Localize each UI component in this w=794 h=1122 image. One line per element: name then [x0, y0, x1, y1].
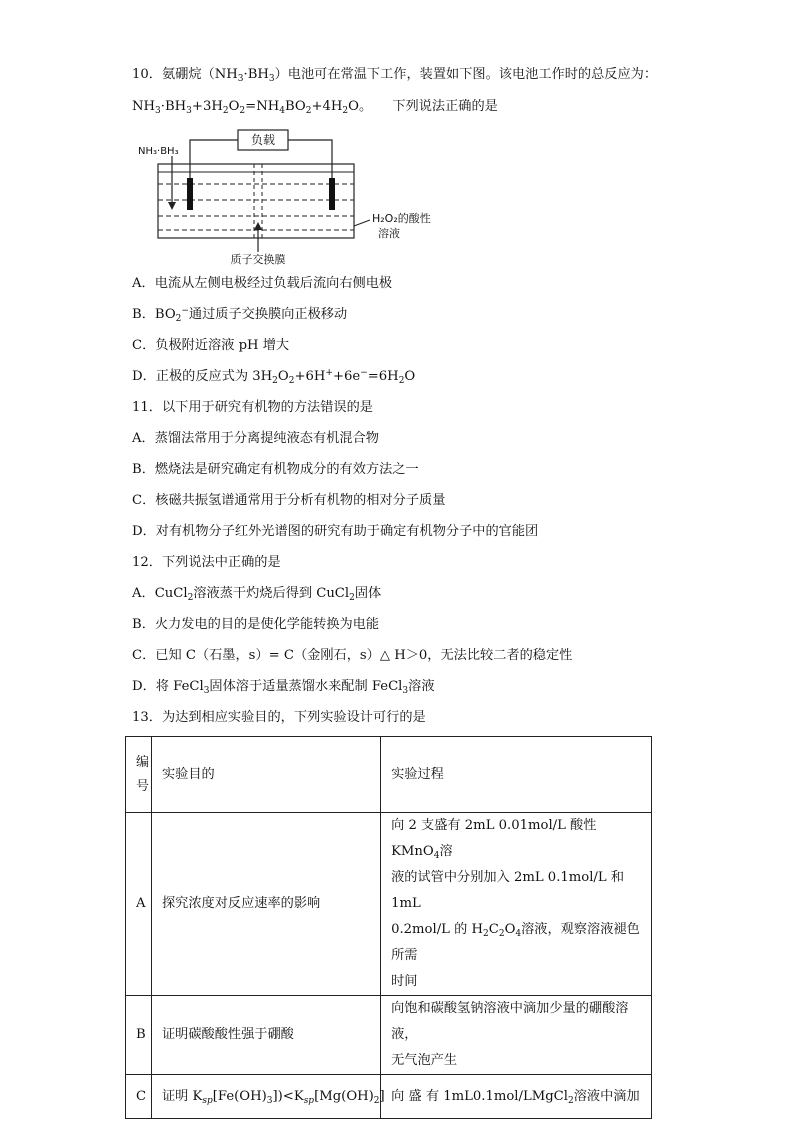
q10-option-a: A．电流从左侧电极经过负载后流向右侧电极 — [132, 276, 393, 291]
header-num: 编 号 — [126, 737, 152, 813]
battery-diagram — [136, 128, 436, 266]
row-purpose: 证明 $K_{sp}[Fe(OH)_3])<K_{sp}[Mg(OH)_2]$ — [151, 1075, 380, 1119]
q12-option-b: B．火力发电的目的是使化学能转换为电能 — [132, 617, 380, 632]
right-electrode — [329, 178, 335, 210]
table-row — [126, 996, 652, 1075]
row-id: C — [126, 1075, 152, 1119]
q11-stem: 11．以下用于研究有机物的方法错误的是 — [132, 400, 373, 415]
row-id: B — [126, 996, 152, 1075]
header-process: 实验过程 — [381, 737, 652, 813]
experiment-table — [125, 736, 652, 1119]
q10-option-c: C．负极附近溶液 pH 增大 — [132, 338, 290, 353]
q12-option-a: A．CuCl$_2$溶液蒸干灼烧后得到 CuCl$_2$固体 — [132, 586, 382, 603]
electrolyte-label-1: H₂O₂的酸性 — [372, 212, 431, 225]
electrolyte-label-2: 溶液 — [378, 227, 400, 240]
q10-equation: $NH_3\cdot BH_3+3H_2O_2=NH_4BO_2+4H_2O$。 下列说法正确的是 — [132, 99, 498, 116]
row-id: A — [126, 813, 152, 996]
load-label: 负载 — [250, 133, 276, 147]
left-wire — [190, 140, 238, 186]
q12-option-d: D．将 FeCl$_3$固体溶于适量蒸馏水来配制 FeCl$_3$溶液 — [132, 679, 435, 696]
q11-option-b: B．燃烧法是研究确定有机物成分的有效方法之一 — [132, 462, 419, 477]
table-row — [126, 813, 652, 996]
q12-stem: 12．下列说法中正确的是 — [132, 555, 281, 570]
q12-option-c: C．已知 C（石墨，s）= C（金刚石，s）△ H＞0，无法比较二者的稳定性 — [132, 648, 573, 663]
row-process: 向饱和碳酸氢钠溶液中滴加少量的硼酸溶液， 无气泡产生 — [381, 996, 652, 1075]
right-wire — [288, 140, 332, 186]
q10-option-d: D．正极的反应式为 $3H_2O_2+6H^++6e^-=6H_2O$ — [132, 368, 416, 386]
q11-option-d: D．对有机物分子红外光谱图的研究有助于确定有机物分子中的官能团 — [132, 524, 539, 539]
row-process: 向 盛 有 1mL0.1mol/LMgCl$_2$溶液中滴加 — [381, 1075, 652, 1119]
left-electrode — [187, 178, 193, 210]
header-purpose: 实验目的 — [151, 737, 380, 813]
table-header-row — [126, 737, 652, 813]
q11-option-c: C．核磁共振氢谱通常用于分析有机物的相对分子质量 — [132, 493, 446, 508]
q10-option-b: B．$BO_2^-$通过质子交换膜向正极移动 — [132, 306, 348, 324]
q13-stem: 13．为达到相应实验目的，下列实验设计可行的是 — [132, 710, 426, 725]
q10-stem: 10．氨硼烷$(NH_3\cdot BH_3)$电池可在常温下工作，装置如下图。该电池工作时的总反应为： — [132, 67, 658, 84]
table-row — [126, 1075, 652, 1119]
membrane-label: 质子交换膜 — [230, 253, 286, 266]
fuel-label: NH₃·BH₃ — [138, 146, 179, 157]
row-purpose: 证明碳酸酸性强于硼酸 — [151, 996, 380, 1075]
row-purpose: 探究浓度对反应速率的影响 — [151, 813, 380, 996]
q11-option-a: A．蒸馏法常用于分离提纯液态有机混合物 — [132, 431, 379, 446]
row-process: 向 2 支盛有 2mL 0.01mol/L 酸性 KMnO$_4$溶 液的试管中分别加入 2mL 0.1mol/L 和 1mL 0.2mol/L 的 $H_2C_2O_4$溶液，观察溶液褪色所需 时间 — [381, 813, 652, 996]
